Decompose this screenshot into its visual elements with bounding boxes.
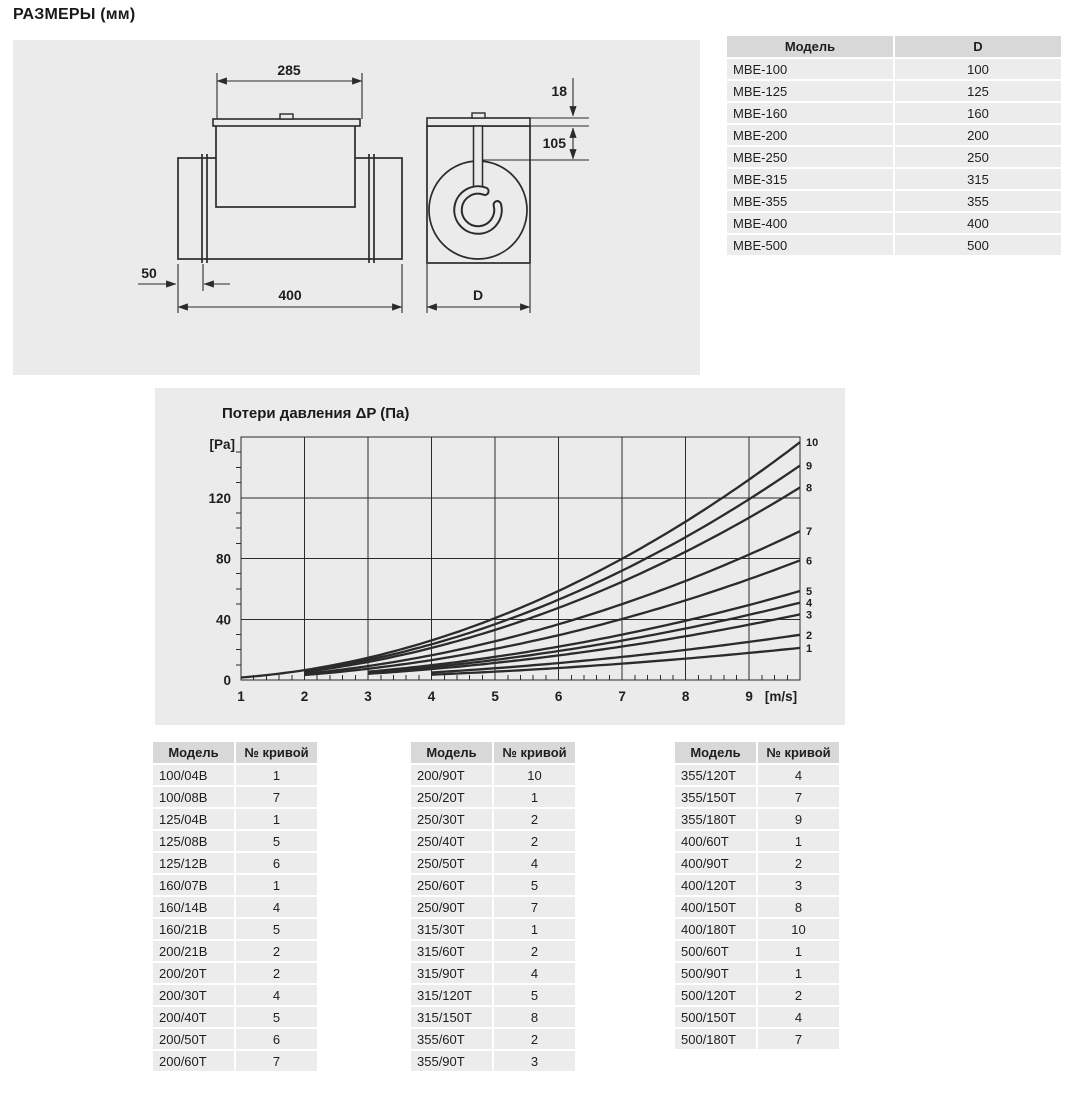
table-row (153, 1051, 317, 1071)
model-cell: 250/50Т (411, 853, 492, 873)
value-cell: 7 (758, 787, 839, 807)
table-header-row (411, 742, 575, 763)
table-row (411, 985, 575, 1005)
table-row (675, 875, 839, 895)
curve-number-label: 8 (806, 482, 813, 495)
value-cell: 4 (758, 765, 839, 785)
x-tick-label: 5 (491, 689, 499, 704)
model-cell: МВЕ-200 (727, 125, 893, 145)
column-header-model: Модель (153, 742, 234, 763)
heating-element-stem (474, 126, 483, 191)
model-cell: 355/60Т (411, 1029, 492, 1049)
table-row (675, 897, 839, 917)
model-cell: 315/150Т (411, 1007, 492, 1027)
model-cell: 355/90Т (411, 1051, 492, 1071)
dim-label-D: D (472, 287, 484, 303)
lid-handle (280, 114, 293, 119)
value-cell: 355 (895, 191, 1061, 211)
column-header-value: № кривой (758, 742, 839, 763)
table-row (727, 213, 1061, 233)
table-row (153, 787, 317, 807)
table-row (675, 1029, 839, 1049)
curve-number-label: 6 (806, 555, 813, 568)
curve-table-3 (673, 740, 841, 1051)
model-cell: 315/60Т (411, 941, 492, 961)
curve-number-label: 1 (806, 642, 813, 655)
table-row (727, 81, 1061, 101)
x-tick-label: 9 (745, 689, 753, 704)
dim-label-18: 18 (551, 83, 567, 99)
table-row (675, 941, 839, 961)
model-cell: 500/180Т (675, 1029, 756, 1049)
end-view-handle (472, 113, 485, 118)
model-cell: МВЕ-500 (727, 235, 893, 255)
table-row (153, 941, 317, 961)
value-cell: 2 (494, 1029, 575, 1049)
model-cell: 125/04В (153, 809, 234, 829)
page-title: РАЗМЕРЫ (мм) (13, 6, 136, 23)
value-cell: 250 (895, 147, 1061, 167)
table-row (411, 1051, 575, 1071)
table-row (727, 125, 1061, 145)
table-row (153, 897, 317, 917)
value-cell: 2 (494, 809, 575, 829)
x-tick-label: 7 (618, 689, 626, 704)
table-row (675, 985, 839, 1005)
model-cell: 315/120Т (411, 985, 492, 1005)
value-cell: 8 (758, 897, 839, 917)
value-cell: 125 (895, 81, 1061, 101)
value-cell: 2 (494, 941, 575, 961)
value-cell: 5 (236, 919, 317, 939)
chart-title: Потери давления ΔP (Па) (222, 405, 410, 422)
model-cell: 125/08В (153, 831, 234, 851)
value-cell: 2 (758, 985, 839, 1005)
model-cell: 500/120Т (675, 985, 756, 1005)
value-cell: 4 (236, 897, 317, 917)
model-cell: 200/21В (153, 941, 234, 961)
table-row (675, 963, 839, 983)
model-cell: МВЕ-160 (727, 103, 893, 123)
table-row (411, 963, 575, 983)
y-tick-label: 0 (223, 673, 231, 688)
pressure-loss-chart-panel (155, 388, 845, 725)
x-tick-label: 1 (237, 689, 245, 704)
value-cell: 10 (494, 765, 575, 785)
table-row (675, 1007, 839, 1027)
value-cell: 400 (895, 213, 1061, 233)
model-cell: 400/180Т (675, 919, 756, 939)
model-cell: 400/60Т (675, 831, 756, 851)
model-cell: 250/20Т (411, 787, 492, 807)
pressure-curve-10 (241, 442, 800, 677)
x-tick-label: 3 (364, 689, 372, 704)
value-cell: 3 (758, 875, 839, 895)
table-row (727, 235, 1061, 255)
terminal-box (216, 125, 355, 207)
value-cell: 160 (895, 103, 1061, 123)
table-row (675, 919, 839, 939)
model-cell: 355/180Т (675, 809, 756, 829)
model-cell: МВЕ-400 (727, 213, 893, 233)
value-cell: 4 (494, 853, 575, 873)
model-cell: 500/150Т (675, 1007, 756, 1027)
table-row (153, 875, 317, 895)
curve-number-label: 7 (806, 526, 813, 539)
value-cell: 7 (494, 897, 575, 917)
value-cell: 5 (236, 1007, 317, 1027)
model-cell: 200/40Т (153, 1007, 234, 1027)
value-cell: 1 (758, 963, 839, 983)
y-tick-label: 80 (215, 551, 231, 567)
column-header-model: Модель (675, 742, 756, 763)
table-header-row (675, 742, 839, 763)
curve-number-label: 4 (806, 597, 813, 610)
column-header-model: Модель (411, 742, 492, 763)
column-header-model: Модель (727, 36, 893, 57)
model-cell: 250/60Т (411, 875, 492, 895)
value-cell: 2 (236, 963, 317, 983)
table-row (411, 809, 575, 829)
model-cell: 200/50Т (153, 1029, 234, 1049)
model-cell: МВЕ-315 (727, 169, 893, 189)
model-cell: 125/12В (153, 853, 234, 873)
table-row (153, 985, 317, 1005)
model-cell: 500/90Т (675, 963, 756, 983)
curve-table-2 (409, 740, 577, 1073)
dimensions-drawing-panel (13, 40, 700, 375)
model-cell: 400/90Т (675, 853, 756, 873)
table-row (153, 1029, 317, 1049)
x-tick-label: 4 (427, 689, 436, 704)
model-cell: 200/90Т (411, 765, 492, 785)
model-cell: 355/150Т (675, 787, 756, 807)
y-axis-unit-label: [Pa] (209, 437, 235, 452)
value-cell: 6 (236, 1029, 317, 1049)
dim-label-400: 400 (278, 287, 302, 303)
table-row (411, 941, 575, 961)
pressure-loss-chart (155, 388, 845, 725)
table-row (153, 809, 317, 829)
model-cell: МВЕ-125 (727, 81, 893, 101)
column-header-value: D (895, 36, 1061, 57)
table-row (153, 765, 317, 785)
curve-number-label: 2 (806, 629, 813, 642)
table-row (727, 103, 1061, 123)
table-row (675, 831, 839, 851)
curve-table-1 (151, 740, 319, 1073)
dimension-drawing (13, 40, 700, 375)
model-cell: 400/120Т (675, 875, 756, 895)
value-cell: 1 (494, 787, 575, 807)
table-row (727, 191, 1061, 211)
table-row (411, 853, 575, 873)
duct-heater-end-view (427, 113, 530, 263)
value-cell: 315 (895, 169, 1061, 189)
model-cell: 355/120Т (675, 765, 756, 785)
model-cell: 160/07В (153, 875, 234, 895)
table-row (675, 787, 839, 807)
model-cell: 160/14В (153, 897, 234, 917)
column-header-value: № кривой (494, 742, 575, 763)
table-header-row (153, 742, 317, 763)
model-cell: 250/90Т (411, 897, 492, 917)
table-row (675, 765, 839, 785)
table-row (153, 919, 317, 939)
value-cell: 8 (494, 1007, 575, 1027)
table-row (153, 853, 317, 873)
value-cell: 2 (236, 941, 317, 961)
y-tick-label: 120 (208, 490, 231, 506)
model-cell: 250/30Т (411, 809, 492, 829)
value-cell: 9 (758, 809, 839, 829)
model-cell: 200/30Т (153, 985, 234, 1005)
table-row (675, 809, 839, 829)
value-cell: 1 (758, 941, 839, 961)
dim-label-105: 105 (542, 135, 566, 151)
model-cell: 100/04В (153, 765, 234, 785)
y-tick-label: 40 (215, 612, 231, 628)
table-row (727, 169, 1061, 189)
curve-number-label: 5 (806, 586, 813, 599)
model-cell: 400/150Т (675, 897, 756, 917)
curve-number-label: 3 (806, 609, 813, 622)
model-cell: МВЕ-100 (727, 59, 893, 79)
duct-heater-side-view (178, 114, 402, 263)
column-header-value: № кривой (236, 742, 317, 763)
value-cell: 3 (494, 1051, 575, 1071)
curve-number-labels (806, 437, 818, 655)
value-cell: 2 (494, 831, 575, 851)
terminal-box-lid (213, 119, 360, 126)
table-header-row (727, 36, 1061, 57)
value-cell: 1 (236, 809, 317, 829)
table-row (411, 765, 575, 785)
table-row (411, 875, 575, 895)
value-cell: 4 (758, 1007, 839, 1027)
table-row (411, 831, 575, 851)
dim-label-50: 50 (141, 265, 157, 281)
model-cell: 160/21В (153, 919, 234, 939)
value-cell: 7 (758, 1029, 839, 1049)
table-row (411, 787, 575, 807)
model-cell: МВЕ-355 (727, 191, 893, 211)
table-row (727, 59, 1061, 79)
table-row (411, 1007, 575, 1027)
value-cell: 4 (236, 985, 317, 1005)
table-row (727, 147, 1061, 167)
x-tick-label: 6 (554, 689, 563, 704)
value-cell: 2 (758, 853, 839, 873)
value-cell: 500 (895, 235, 1061, 255)
value-cell: 7 (236, 787, 317, 807)
table-row (153, 963, 317, 983)
table-row (153, 1007, 317, 1027)
dim-label-285: 285 (277, 62, 301, 78)
value-cell: 1 (758, 831, 839, 851)
table-row (153, 831, 317, 851)
curve-number-label: 9 (806, 460, 813, 473)
table-row (411, 897, 575, 917)
value-cell: 200 (895, 125, 1061, 145)
value-cell: 1 (494, 919, 575, 939)
value-cell: 5 (494, 985, 575, 1005)
table-row (675, 853, 839, 873)
x-axis-unit-label: [m/s] (764, 689, 798, 704)
table-row (411, 1029, 575, 1049)
value-cell: 1 (236, 875, 317, 895)
model-cell: МВЕ-250 (727, 147, 893, 167)
value-cell: 10 (758, 919, 839, 939)
x-tick-label: 8 (681, 689, 690, 704)
value-cell: 5 (236, 831, 317, 851)
end-view-lid (427, 118, 530, 126)
model-cell: 315/90Т (411, 963, 492, 983)
x-tick-label: 2 (300, 689, 309, 704)
model-cell: 315/30Т (411, 919, 492, 939)
pressure-curve-4 (368, 603, 800, 673)
curve-number-label: 10 (806, 437, 819, 450)
value-cell: 5 (494, 875, 575, 895)
pressure-curves (241, 442, 800, 677)
model-cell: 500/60Т (675, 941, 756, 961)
value-cell: 1 (236, 765, 317, 785)
table-row (411, 919, 575, 939)
value-cell: 7 (236, 1051, 317, 1071)
model-cell: 100/08В (153, 787, 234, 807)
model-cell: 200/20Т (153, 963, 234, 983)
model-diameter-table (725, 34, 1063, 257)
value-cell: 6 (236, 853, 317, 873)
value-cell: 100 (895, 59, 1061, 79)
value-cell: 4 (494, 963, 575, 983)
model-cell: 250/40Т (411, 831, 492, 851)
model-cell: 200/60Т (153, 1051, 234, 1071)
